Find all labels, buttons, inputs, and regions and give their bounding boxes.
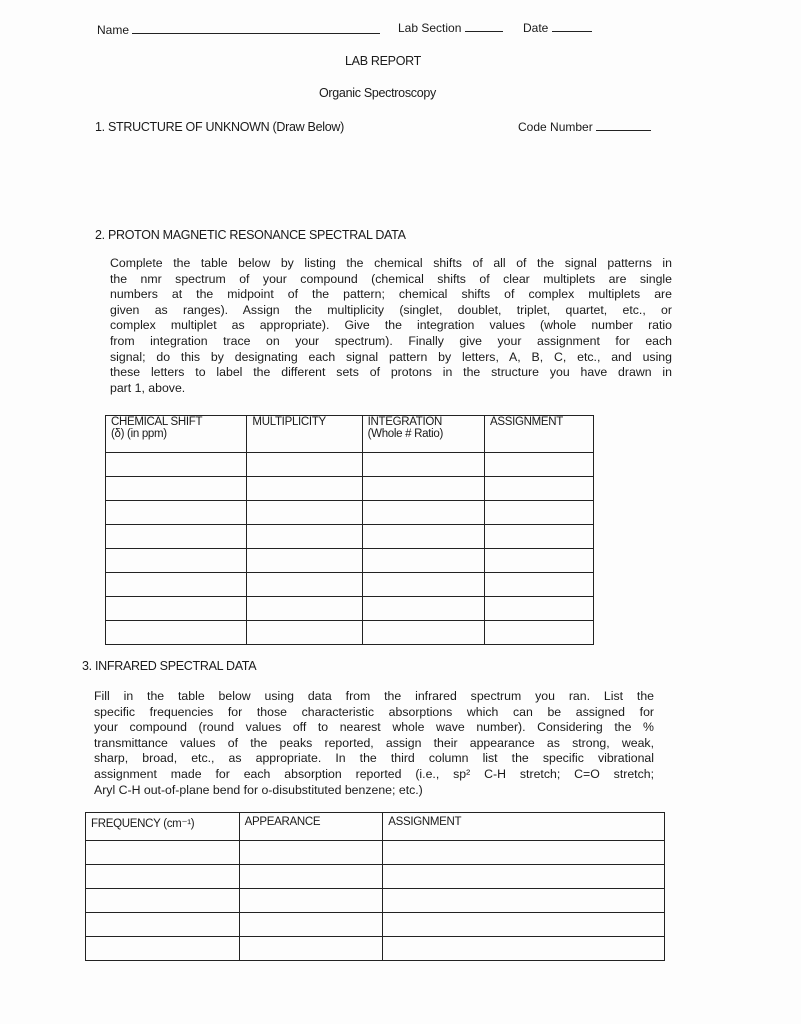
table-cell[interactable] bbox=[106, 501, 247, 525]
header-text: (δ) (in ppm) bbox=[111, 428, 167, 440]
table-row bbox=[106, 477, 594, 501]
instruction-line: given as ranges). Assign the multiplicity (singlet, doublet, triplet, quartet, etc., or bbox=[110, 302, 672, 317]
table-row bbox=[86, 865, 665, 889]
table-row bbox=[106, 453, 594, 477]
table-cell[interactable] bbox=[247, 501, 362, 525]
table-row bbox=[86, 841, 665, 865]
header-text: MULTIPLICITY bbox=[252, 416, 326, 428]
instruction-line: Complete the table below by listing the chemical shifts of all of the signal patterns in bbox=[110, 256, 672, 270]
table-cell[interactable] bbox=[247, 453, 362, 477]
instruction-line: part 1, above. bbox=[110, 380, 186, 395]
table-cell[interactable] bbox=[362, 621, 484, 645]
table-cell[interactable] bbox=[86, 913, 240, 937]
table-cell[interactable] bbox=[383, 865, 665, 889]
table-cell[interactable] bbox=[247, 549, 362, 573]
table-cell[interactable] bbox=[362, 597, 484, 621]
instruction-line: assignment made for each absorption reported (i.e., sp² C-H stretch; C=O stretch; bbox=[94, 766, 654, 781]
instruction-line: from integration trace on your spectrum). Finally give your assignment for each bbox=[110, 333, 672, 348]
instruction-line: these letters to label the different sets of protons in the structure you have drawn in bbox=[110, 365, 672, 380]
column-header bbox=[106, 416, 247, 453]
table-cell[interactable] bbox=[362, 453, 484, 477]
table-cell[interactable] bbox=[86, 865, 240, 889]
table-row bbox=[106, 573, 594, 597]
table-cell[interactable] bbox=[485, 525, 594, 549]
page-title: LAB REPORT bbox=[345, 54, 421, 68]
table-cell[interactable] bbox=[239, 841, 383, 865]
table-cell[interactable] bbox=[86, 841, 240, 865]
table-cell[interactable] bbox=[106, 453, 247, 477]
instruction-line: Aryl C-H out-of-plane bend for o-disubstituted benzene; etc.) bbox=[94, 782, 423, 797]
nmr-data-table bbox=[105, 415, 594, 645]
table-header-row bbox=[106, 416, 594, 453]
table-cell[interactable] bbox=[362, 501, 484, 525]
column-header bbox=[247, 416, 362, 453]
column-header: FREQUENCY (cm⁻¹) bbox=[86, 813, 240, 841]
date-field[interactable] bbox=[523, 21, 592, 35]
instruction-line: sharp, broad, etc., as appropriate. In the third column list the specific vibrational bbox=[94, 751, 654, 766]
table-cell[interactable] bbox=[362, 549, 484, 573]
table-cell[interactable] bbox=[106, 621, 247, 645]
table-cell[interactable] bbox=[106, 549, 247, 573]
table-cell[interactable] bbox=[485, 549, 594, 573]
header-text: INTEGRATION bbox=[367, 416, 443, 428]
section2-heading: 2. PROTON MAGNETIC RESONANCE SPECTRAL DATA bbox=[95, 228, 406, 242]
header-text: ASSIGNMENT bbox=[490, 416, 564, 428]
table-cell[interactable] bbox=[86, 889, 240, 913]
table-cell[interactable] bbox=[485, 501, 594, 525]
table-cell[interactable] bbox=[239, 913, 383, 937]
instruction-line: specific frequencies for those characteristic absorptions which can be assigned for bbox=[94, 704, 654, 719]
table-cell[interactable] bbox=[239, 865, 383, 889]
header-text: (Whole # Ratio) bbox=[367, 428, 444, 440]
code-number-label: Code Number bbox=[518, 120, 593, 134]
table-cell[interactable] bbox=[362, 477, 484, 501]
instruction-line: complex multiplet as appropriate). Give the integration values (whole number ratio bbox=[110, 318, 672, 333]
instruction-line: numbers at the midpoint of the pattern; chemical shifts of complex multiplets are bbox=[110, 287, 672, 302]
table-cell[interactable] bbox=[239, 889, 383, 913]
name-label: Name bbox=[97, 23, 130, 37]
table-cell[interactable] bbox=[485, 597, 594, 621]
instruction-line: transmittance values of the peaks reported, assign their appearance as strong, weak, bbox=[94, 735, 654, 750]
table-cell[interactable] bbox=[362, 525, 484, 549]
table-row bbox=[106, 597, 594, 621]
lab-section-label: Lab Section bbox=[398, 21, 462, 35]
table-cell[interactable] bbox=[106, 525, 247, 549]
table-cell[interactable] bbox=[383, 937, 665, 961]
column-header: ASSIGNMENT bbox=[383, 813, 665, 841]
code-number-field[interactable] bbox=[518, 120, 651, 134]
section3-heading: 3. INFRARED SPECTRAL DATA bbox=[82, 659, 257, 673]
table-cell[interactable] bbox=[247, 621, 362, 645]
table-cell[interactable] bbox=[485, 477, 594, 501]
table-row bbox=[106, 525, 594, 549]
table-cell[interactable] bbox=[485, 453, 594, 477]
table-cell[interactable] bbox=[247, 525, 362, 549]
ir-data-table bbox=[85, 812, 665, 961]
table-cell[interactable] bbox=[383, 841, 665, 865]
section1-heading: 1. STRUCTURE OF UNKNOWN (Draw Below) bbox=[95, 120, 344, 134]
table-cell[interactable] bbox=[485, 573, 594, 597]
table-cell[interactable] bbox=[247, 597, 362, 621]
table-cell[interactable] bbox=[86, 937, 240, 961]
table-cell[interactable] bbox=[247, 573, 362, 597]
nmr-instructions bbox=[110, 256, 672, 396]
table-cell[interactable] bbox=[362, 573, 484, 597]
instruction-line: signal; do this by designating each signal pattern by letters, A, B, C, etc., and using bbox=[110, 349, 672, 364]
table-row bbox=[86, 937, 665, 961]
table-cell[interactable] bbox=[383, 913, 665, 937]
table-row bbox=[86, 889, 665, 913]
table-row bbox=[106, 621, 594, 645]
lab-section-field[interactable] bbox=[398, 21, 503, 35]
instruction-line: your compound (round values off to nearest whole wave number). Considering the % bbox=[94, 720, 654, 735]
date-label: Date bbox=[523, 21, 549, 35]
header-text: CHEMICAL SHIFT bbox=[111, 416, 203, 428]
table-header-row bbox=[86, 813, 665, 841]
table-row bbox=[106, 549, 594, 573]
table-cell[interactable] bbox=[485, 621, 594, 645]
column-header: APPEARANCE bbox=[239, 813, 383, 841]
table-cell[interactable] bbox=[247, 477, 362, 501]
instruction-line: the nmr spectrum of your compound (chemical shifts of clear multiplets are single bbox=[110, 271, 672, 286]
table-cell[interactable] bbox=[106, 477, 247, 501]
table-cell[interactable] bbox=[106, 573, 247, 597]
ir-instructions bbox=[94, 689, 654, 798]
column-header bbox=[362, 416, 484, 453]
instruction-line: Fill in the table below using data from the infrared spectrum you ran. List the bbox=[94, 689, 654, 703]
column-header bbox=[485, 416, 594, 453]
name-field[interactable] bbox=[97, 23, 380, 37]
table-row bbox=[86, 913, 665, 937]
table-cell[interactable] bbox=[106, 597, 247, 621]
table-cell[interactable] bbox=[383, 889, 665, 913]
table-cell[interactable] bbox=[239, 937, 383, 961]
page-subtitle: Organic Spectroscopy bbox=[319, 86, 436, 100]
table-row bbox=[106, 501, 594, 525]
